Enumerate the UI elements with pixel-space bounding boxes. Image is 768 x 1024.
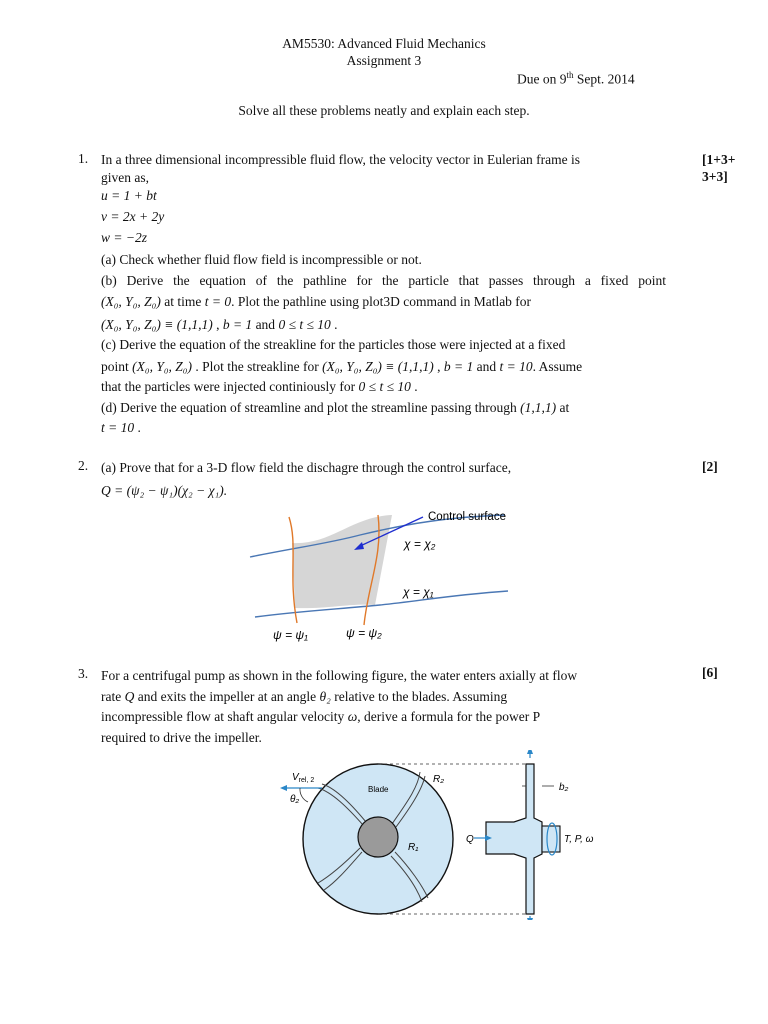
pump-figure — [270, 750, 600, 920]
q3-marks: [6] — [702, 665, 718, 680]
q1-part-c: (c) Derive the equation of the streakline for the particles those were injected at a fixed — [101, 337, 566, 352]
up-arrow-icon — [527, 750, 533, 754]
streamline-chi1 — [255, 591, 508, 617]
q1-marks: [1+3+ 3+3] — [702, 152, 736, 184]
label-b2: b₂ — [559, 782, 569, 793]
eq-v: v = 2x + 2y — [101, 209, 165, 224]
eq-u: u = 1 + bt — [101, 188, 157, 203]
hub — [358, 817, 398, 857]
q1-parts: (a) Check whether fluid flow field is incompressible or not. (b) Derive the equation of the pathline for the particle that passes through a fixed point (X₀, Y₀, Z₀) at time t = 0. Plot the pathline using plot3D command in Matlab for (X₀, Y₀, Z₀) ≡ (1,1,1) , b = 1 and 0 ≤ t ≤ 10 . (c) Derive the equation of the streakline for the particles those were injected at a fixed point (X₀, Y₀, Z₀) . Plot the streakline for (X₀, Y₀, Z₀) ≡ (1,1,1) , b = 1 and t = 10. Assume that the particles were injected continiously for 0 ≤ t ≤ 10 . (d) Derive the equation of streamline and plot the streamline passing through (1,1,1) at t = 10 . — [101, 252, 666, 435]
q2-body: (a) Prove that for a 3-D flow field the dischagre through the control surface, Q = (ψ₂ − ψ₁)(χ₂ − χ₁). — [101, 458, 666, 501]
label-chi1: χ = χ₁ — [403, 585, 434, 599]
q1-body: In a three dimensional incompressible fluid flow, the velocity vector in Eulerian frame is given as, u = 1 + bt v = 2x + 2y w = −2z — [101, 151, 666, 247]
q2-marks: [2] — [702, 459, 718, 474]
label-theta2: θ₂ — [290, 794, 300, 805]
instruction: Solve all these problems neatly and explain each step. — [238, 103, 530, 118]
q1-part-a: (a) Check whether fluid flow field is incompressible or not. — [101, 252, 422, 267]
eq-w: w = −2z — [101, 230, 147, 245]
label-chi2: χ = χ₂ — [404, 537, 436, 551]
label-r1: R₁ — [408, 842, 419, 853]
label-vrel: $V_{rel, 2}$ — [292, 772, 315, 784]
label-control-surface: Control surface — [428, 511, 506, 523]
control-surface-figure — [240, 505, 530, 650]
label-blade: Blade — [368, 785, 389, 794]
control-surface-region — [292, 515, 392, 608]
impeller-side-view — [486, 764, 542, 914]
q1-intro: In a three dimensional incompressible fluid flow, the velocity vector in Eulerian frame is — [101, 152, 580, 167]
label-r2: R₂ — [433, 774, 445, 785]
q2-formula: Q = (ψ₂ − ψ₁)(χ₂ − χ₁). — [101, 482, 228, 498]
q3-body: For a centrifugal pump as shown in the following figure, the water enters axially at flow rate Q and exits the impeller at an angle θ₂ relative to the blades. Assuming incompressible flow at shaft angular velocity ω, derive a formula for the power P required to drive the impeller. — [101, 668, 578, 745]
label-psi2: ψ = ψ₂ — [346, 626, 382, 640]
due-date: Due on 9th Sept. 2014 — [517, 70, 635, 87]
q1-part-b: (b) Derive the equation of the pathline for the particle that passes through a fixed point — [101, 272, 666, 288]
q2-number: 2. — [78, 458, 89, 473]
q1-part-d: (d) Derive the equation of streamline and plot the streamline passing through (1,1,1) at — [101, 399, 570, 415]
label-tpw: T, P, ω — [564, 834, 594, 845]
q3-number: 3. — [78, 666, 89, 681]
vrel-arrow-head-icon — [280, 785, 287, 791]
down-arrow-icon — [527, 918, 533, 920]
label-psi1: ψ = ψ₁ — [273, 628, 308, 642]
q1-number: 1. — [78, 151, 89, 166]
label-q: Q — [466, 834, 474, 845]
assignment-title: Assignment 3 — [346, 53, 422, 68]
course-title: AM5530: Advanced Fluid Mechanics — [282, 36, 486, 51]
